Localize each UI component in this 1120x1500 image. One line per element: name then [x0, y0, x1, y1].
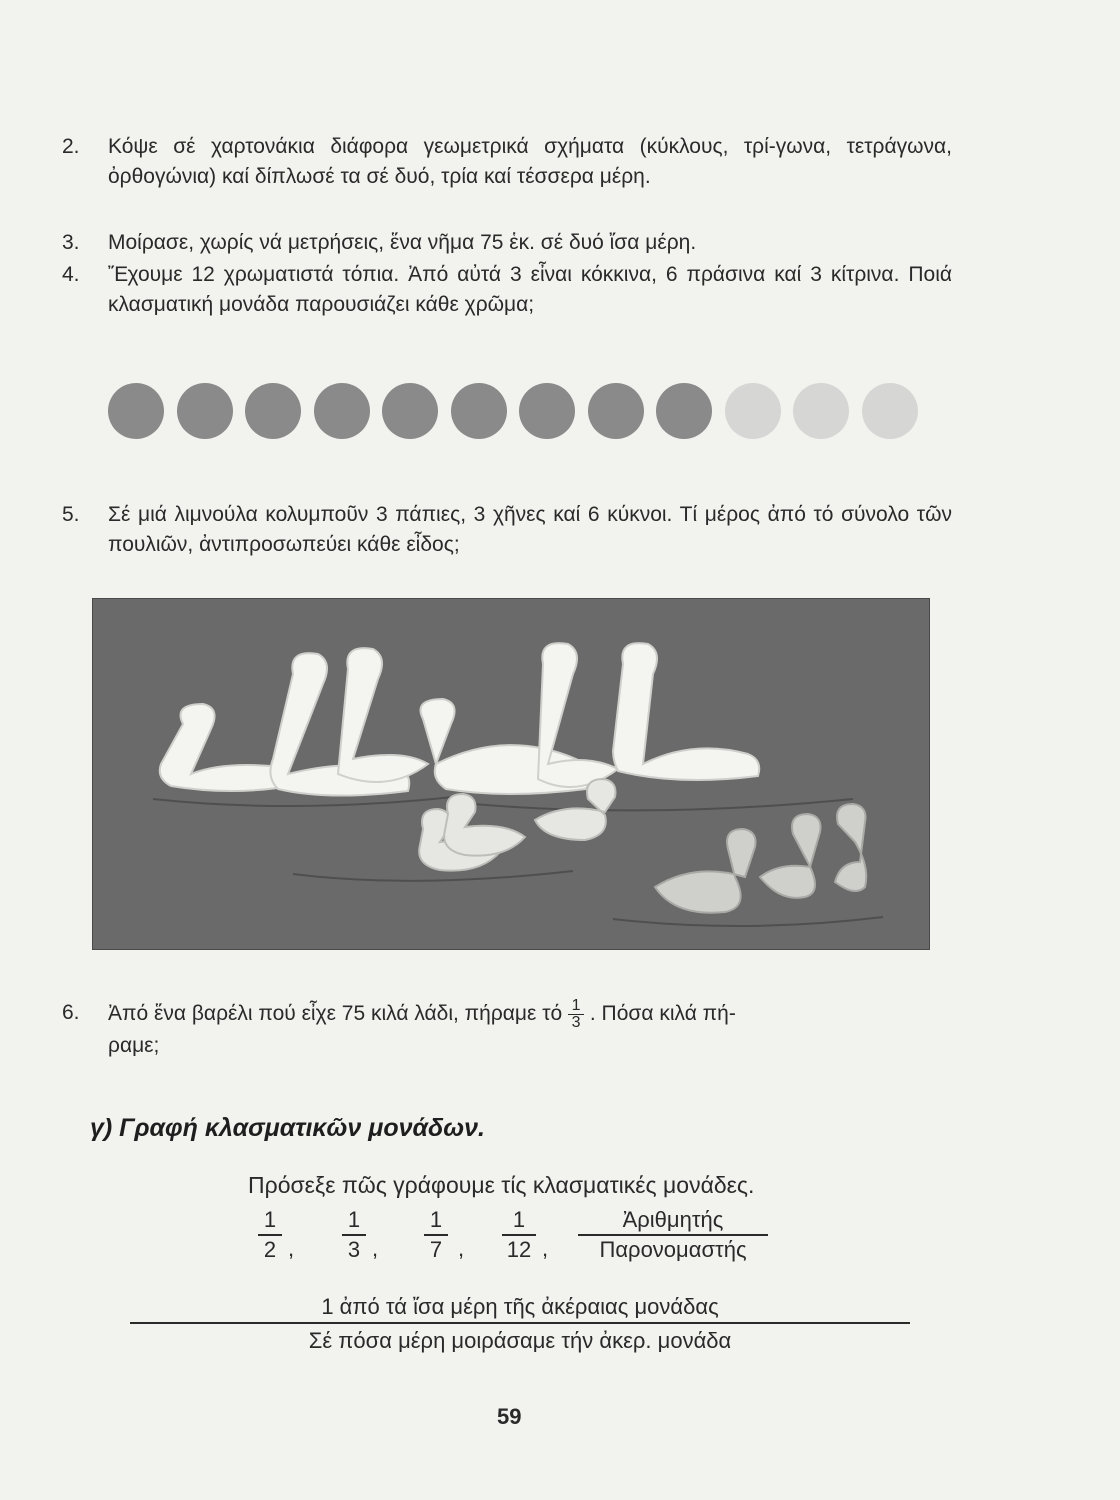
- unit-fraction: [424, 1206, 448, 1264]
- pond-birds-illustration: [92, 598, 930, 950]
- water-ripples: [153, 797, 883, 926]
- exercise-4: [62, 260, 952, 320]
- fraction-numerator: 1: [429, 1207, 443, 1232]
- exercise-number: 2.: [62, 135, 80, 158]
- goose-1: [655, 829, 756, 913]
- page-number: 59: [497, 1404, 522, 1429]
- inline-fraction-numerator: 1: [571, 997, 581, 1014]
- fraction-denominator: 3: [347, 1237, 361, 1262]
- exercise-3: [62, 228, 952, 258]
- inline-fraction-denominator: 3: [571, 1014, 581, 1031]
- exercise-text: Σέ μιά λιμνούλα κολυμποῦν 3 πάπιες, 3 χῆνες καί 6 κύκνοι. Τί μέρος ἀπό τό σύνολο τῶν πουλιῶν, ἀντιπροσωπεύει κάθε εἶδος;: [108, 503, 952, 556]
- fraction-numerator: 1: [512, 1207, 526, 1232]
- swan-5: [538, 643, 618, 787]
- colored-ball: [588, 383, 644, 439]
- swan-3: [338, 648, 428, 782]
- colored-ball: [382, 383, 438, 439]
- colored-ball: [519, 383, 575, 439]
- colored-ball: [314, 383, 370, 439]
- definition-denominator: Σέ πόσα μέρη μοιράσαμε τήν ἀκερ. μονάδα: [308, 1328, 732, 1353]
- unit-fraction: [258, 1206, 282, 1264]
- unit-fraction: [342, 1206, 366, 1264]
- exercise-6: [62, 998, 952, 1060]
- fraction-denominator: 2: [263, 1237, 277, 1262]
- exercise-text: Ἔχουμε 12 χρωματιστά τόπια. Ἀπό αὐτά 3 εἶναι κόκκινα, 6 πράσινα καί 3 κίτρινα. Ποιά κλασματική μονάδα παρουσιάζει κάθε χρῶμα;: [108, 263, 952, 316]
- colored-ball: [177, 383, 233, 439]
- colored-ball: [451, 383, 507, 439]
- exercise-2: [62, 132, 952, 222]
- fraction-numerator: 1: [263, 1207, 277, 1232]
- colored-ball: [725, 383, 781, 439]
- colored-ball: [108, 383, 164, 439]
- birds-drawing: [93, 599, 929, 949]
- definition-numerator: 1 ἀπό τά ἴσα μέρη τῆς ἀκέραιας μονάδας: [321, 1294, 719, 1319]
- duck-2: [444, 794, 525, 856]
- exercise-number: 4.: [62, 263, 80, 286]
- colored-ball: [793, 383, 849, 439]
- exercise-number: 3.: [62, 231, 80, 254]
- inline-fraction: [568, 998, 584, 1031]
- fraction-denominator: 12: [506, 1237, 532, 1262]
- exercise-text-line2: ραμε;: [108, 1034, 160, 1057]
- colored-ball: [245, 383, 301, 439]
- exercise-text: Κόψε σέ χαρτονάκια διάφορα γεωμετρικά σχήματα (κύκλους, τρί-γωνα, τετράγωνα, ὀρθογώνια) καί δίπλωσέ τα σέ δυό, τρία καί τέσσερα μέρη.: [108, 135, 952, 188]
- word-fraction: [578, 1206, 768, 1264]
- exercise-text-before: Ἀπό ἕνα βαρέλι πού εἶχε 75 κιλά λάδι, πήραμε τό: [108, 1002, 563, 1026]
- fraction-numerator-word: Ἀριθμητής: [622, 1207, 724, 1232]
- colored-ball: [656, 383, 712, 439]
- exercise-5: [62, 500, 952, 560]
- unit-fraction-definition: [130, 1292, 910, 1358]
- comma: ,: [542, 1236, 549, 1261]
- colored-ball: [862, 383, 918, 439]
- section-heading: γ) Γραφή κλασματικῶν μονάδων.: [90, 1114, 485, 1142]
- fraction-denominator-word: Παρονομαστής: [599, 1237, 747, 1262]
- goose-2: [760, 814, 821, 898]
- section-intro: Πρόσεξε πῶς γράφουμε τίς κλασματικές μονάδες.: [248, 1172, 755, 1198]
- fraction-numerator: 1: [347, 1207, 361, 1232]
- exercise-text-after: . Πόσα κιλά πή-: [589, 1002, 736, 1026]
- colored-balls-illustration: [108, 383, 928, 453]
- exercise-text: Μοίρασε, χωρίς νά μετρήσεις, ἕνα νῆμα 75 ἑκ. σέ δυό ἴσα μέρη.: [108, 231, 697, 254]
- exercise-number: 5.: [62, 503, 80, 526]
- comma: ,: [288, 1236, 295, 1261]
- goose-3: [835, 804, 866, 891]
- fraction-denominator: 7: [429, 1237, 443, 1262]
- swan-6: [613, 643, 759, 780]
- comma: ,: [372, 1236, 379, 1261]
- unit-fraction: [502, 1206, 536, 1264]
- exercise-number: 6.: [62, 1001, 80, 1024]
- comma: ,: [458, 1236, 465, 1261]
- exercise-text: [108, 998, 952, 1061]
